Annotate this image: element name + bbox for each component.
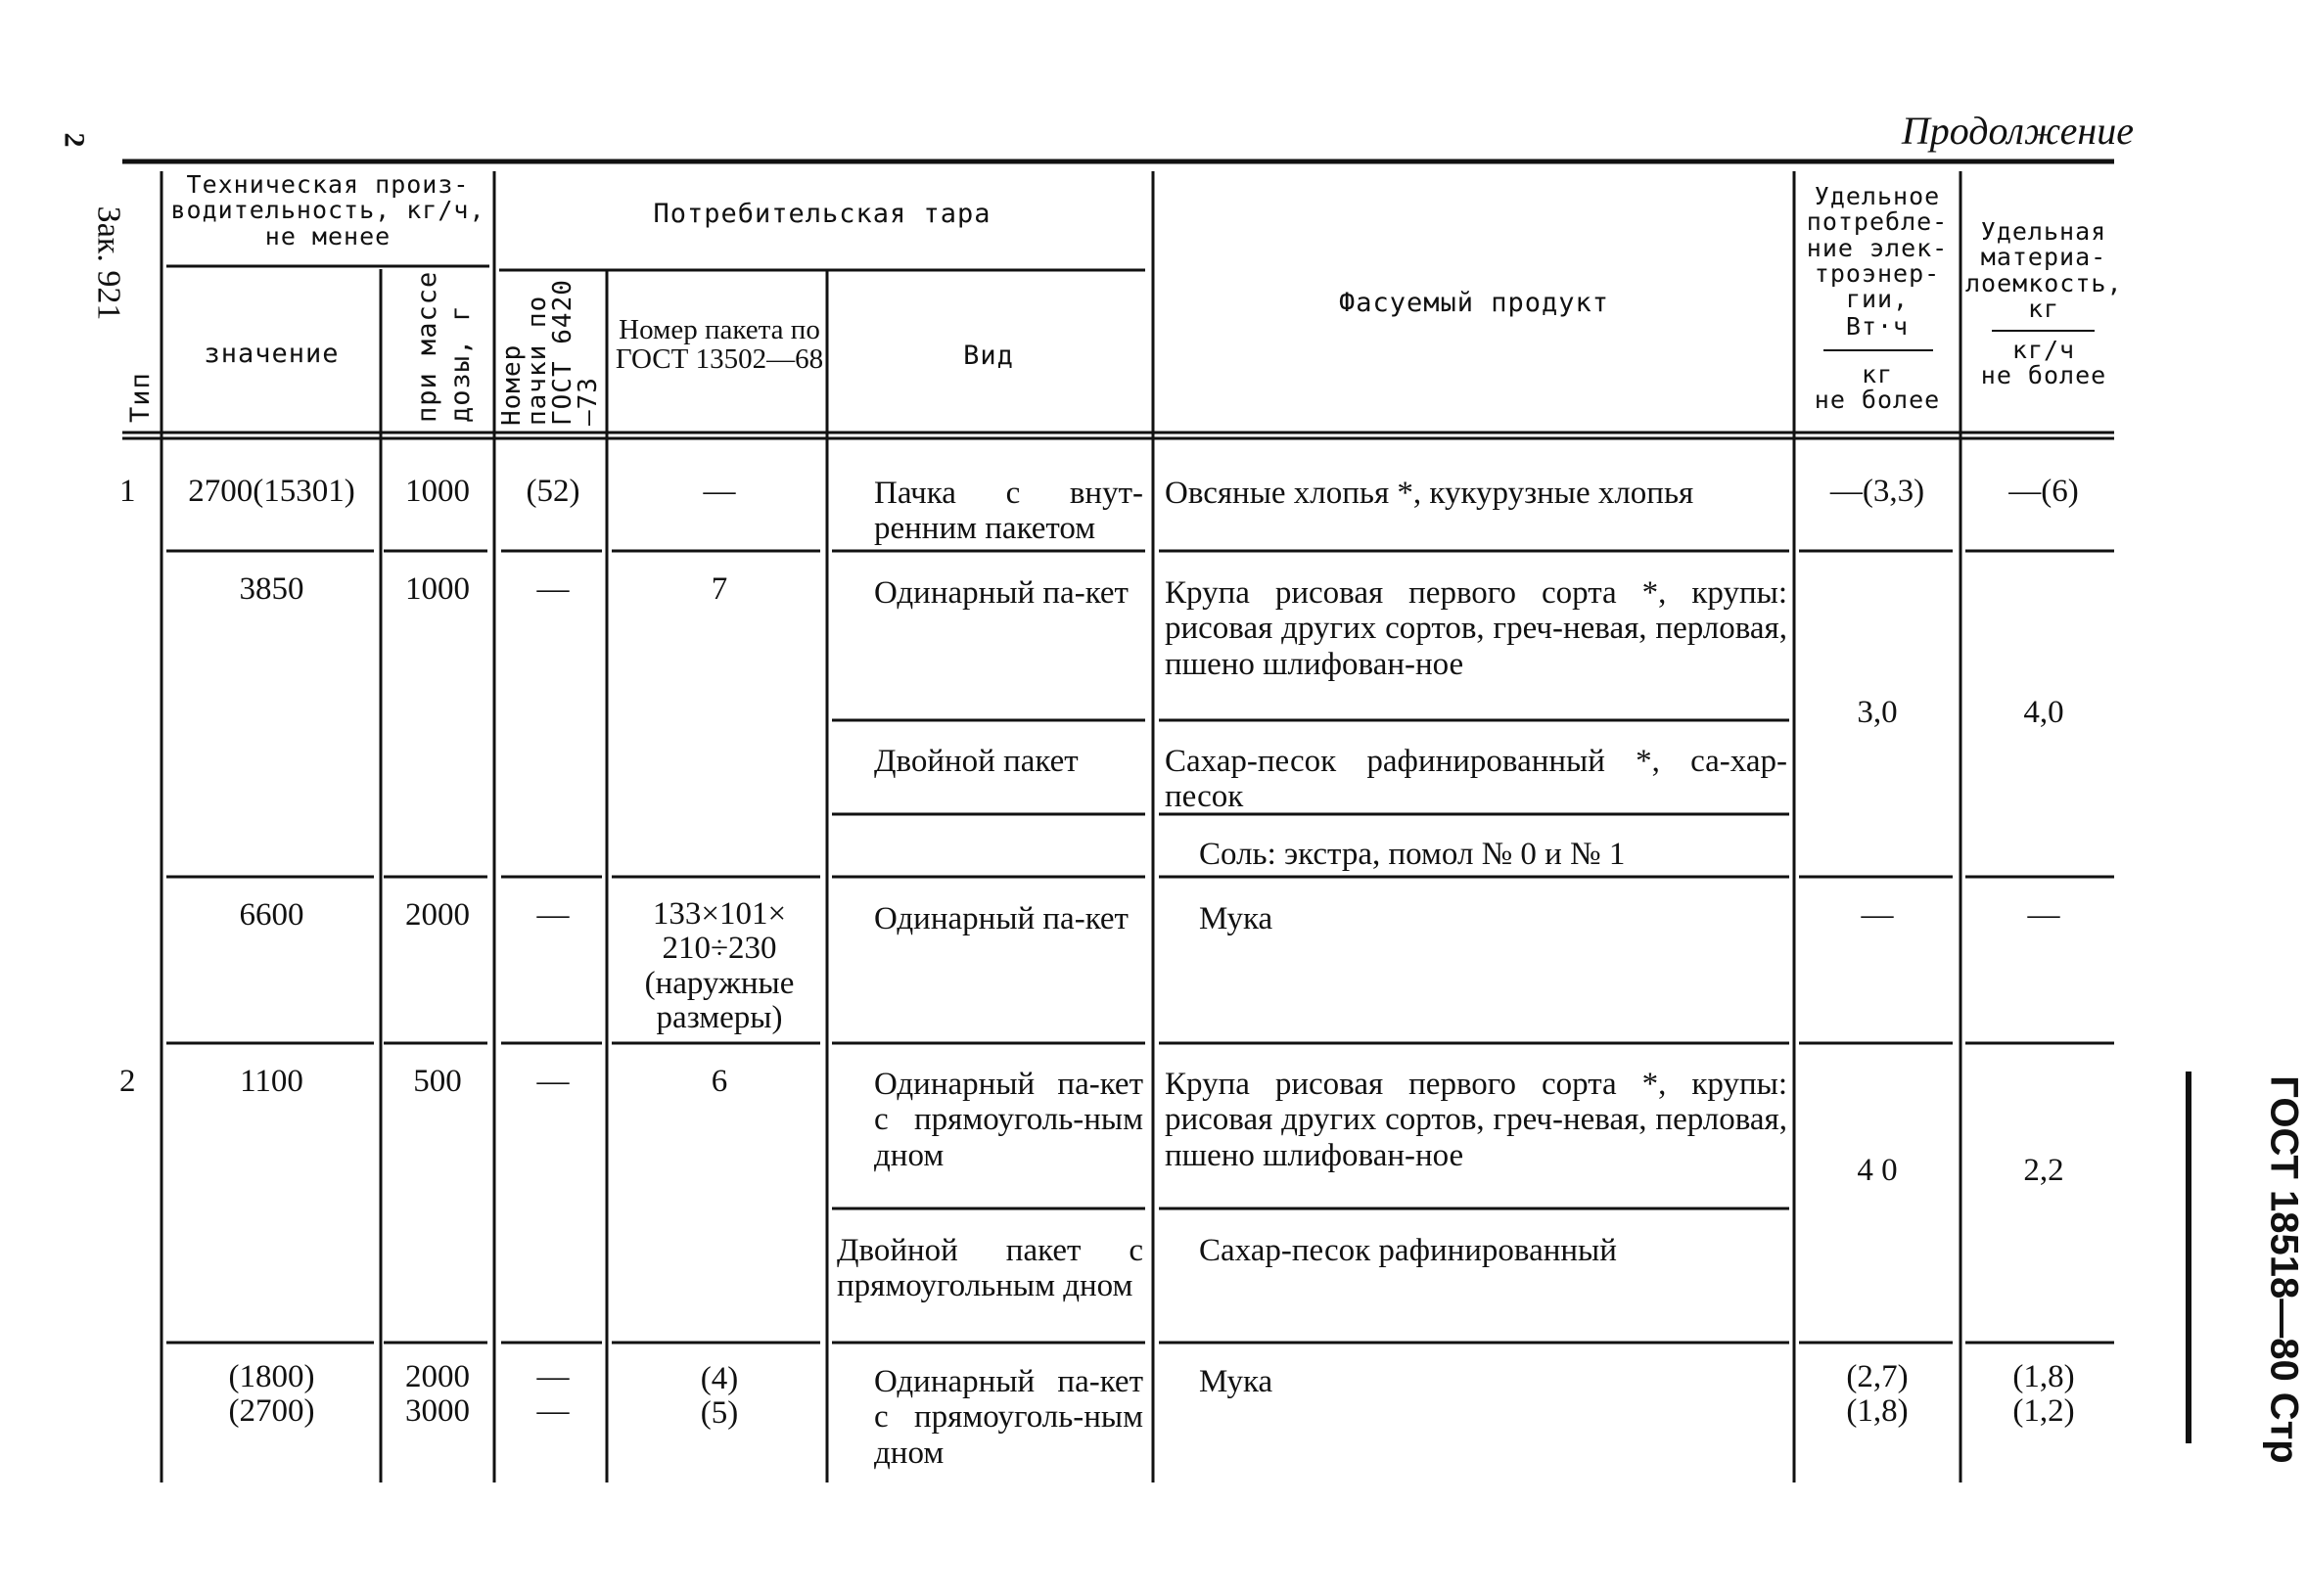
- row8-pack: — —: [536, 1359, 570, 1429]
- row1-pack: (52): [526, 474, 580, 509]
- row1-energy: —(3,3): [1829, 474, 1925, 509]
- header-bag-no: Номер пакета по ГОСТ 13502—68: [615, 314, 824, 376]
- header-material-cell: [1965, 219, 2122, 389]
- row2-dose: 1000: [405, 571, 470, 607]
- header-energy-denominator: кг: [1861, 359, 1894, 388]
- row8-product: Мука: [1199, 1364, 1273, 1399]
- page-number: 2: [58, 132, 91, 148]
- header-material-numerator: кг: [2027, 294, 2060, 323]
- row6-value: 1100: [240, 1064, 303, 1099]
- header-product: Фасуемый продукт: [1338, 288, 1610, 318]
- row2-kind: Одинарный па-кет: [874, 575, 1129, 611]
- row1-value: 2700(15301): [188, 474, 355, 509]
- row6-kind: Одинарный па-кет с прямоуголь-ным дном: [874, 1067, 1143, 1173]
- header-kind: Вид: [963, 341, 1014, 371]
- header-energy: Удельное потребле-ние элек-троэнер-гии,: [1806, 182, 1949, 313]
- row1-product: Овсяные хлопья *, кукурузные хлопья: [1165, 476, 1694, 511]
- header-value: значение: [204, 339, 340, 369]
- header-type: Тип: [125, 372, 156, 423]
- row2-pack: —: [536, 571, 570, 607]
- continued-label: Продолжение: [1901, 109, 2134, 153]
- row5-product: Мука: [1199, 901, 1273, 936]
- order-number: Зак. 921: [90, 205, 127, 321]
- header-material: Удельная материа-лоемкость,: [1965, 217, 2123, 297]
- side-standard-label: ГОСТ 18518—80 Стр: [2262, 1075, 2306, 1464]
- row5-value: 6600: [239, 897, 304, 933]
- row2-energy: 3,0: [1857, 695, 1898, 730]
- row8-value: (1800) (2700): [228, 1359, 315, 1429]
- header-pack-no: Номер пачки по ГОСТ 6420—73: [497, 279, 603, 426]
- row8-energy: (2,7) (1,8): [1846, 1359, 1909, 1429]
- row2-value: 3850: [239, 571, 304, 607]
- row2-material: 4,0: [2023, 695, 2064, 730]
- row6-product: Крупа рисовая первого сорта *, крупы: рисовая других сортов, греч-невая, перловая, пшено шлифован-ное: [1165, 1067, 1787, 1173]
- row3-kind: Двойной пакет: [874, 744, 1079, 779]
- header-type-cell: [122, 168, 161, 433]
- row6-pack: —: [536, 1064, 570, 1099]
- row6-dose: 500: [413, 1064, 462, 1099]
- row6-energy: 4 0: [1857, 1153, 1898, 1188]
- row3-product: Сахар-песок рафинированный *, са-хар-песок: [1165, 744, 1787, 815]
- row8-dose: 2000 3000: [405, 1359, 470, 1429]
- row8-material: (1,8) (1,2): [2012, 1359, 2075, 1429]
- row1-type: 1: [119, 474, 136, 509]
- row2-bag: 7: [711, 571, 728, 607]
- row1-kind: Пачка с внут-ренним пакетом: [874, 476, 1143, 547]
- row5-pack: —: [536, 897, 570, 933]
- row5-energy: —: [1861, 897, 1894, 933]
- row7-product: Сахар-песок рафинированный: [1199, 1233, 1617, 1268]
- row7-kind: Двойной пакет с прямоугольным дном: [837, 1233, 1143, 1304]
- row1-bag: —: [703, 474, 736, 509]
- row8-bag: (4) (5): [700, 1361, 739, 1431]
- row5-material: —: [2027, 897, 2060, 933]
- row4-product: Соль: экстра, помол № 0 и № 1: [1199, 837, 1626, 872]
- header-dose: при массе дозы, г: [412, 270, 476, 423]
- row8-kind: Одинарный па-кет с прямоуголь-ным дном: [874, 1364, 1143, 1471]
- header-tech-perf: Техническая произ-водительность, кг/ч, не менее: [170, 170, 485, 251]
- row1-dose: 1000: [405, 474, 470, 509]
- header-energy-note: не более: [1814, 385, 1941, 414]
- header-energy-numerator: Вт·ч: [1845, 312, 1910, 342]
- row5-bag: 133×101× 210÷230 (наружные размеры): [644, 896, 795, 1035]
- row2-product: Крупа рисовая первого сорта *, крупы: рисовая других сортов, греч-невая, перловая, пшено шлифован-ное: [1165, 575, 1787, 682]
- header-energy-cell: [1799, 184, 1956, 413]
- row6-type: 2: [119, 1064, 136, 1099]
- header-consumer-pack: Потребительская тара: [653, 199, 992, 229]
- row6-material: 2,2: [2023, 1153, 2064, 1188]
- row6-bag: 6: [711, 1064, 728, 1099]
- row5-kind: Одинарный па-кет: [874, 901, 1129, 936]
- row5-dose: 2000: [405, 897, 470, 933]
- row1-material: —(6): [2008, 474, 2079, 509]
- header-material-denominator: кг/ч: [2011, 336, 2076, 364]
- header-material-note: не более: [1980, 361, 2107, 390]
